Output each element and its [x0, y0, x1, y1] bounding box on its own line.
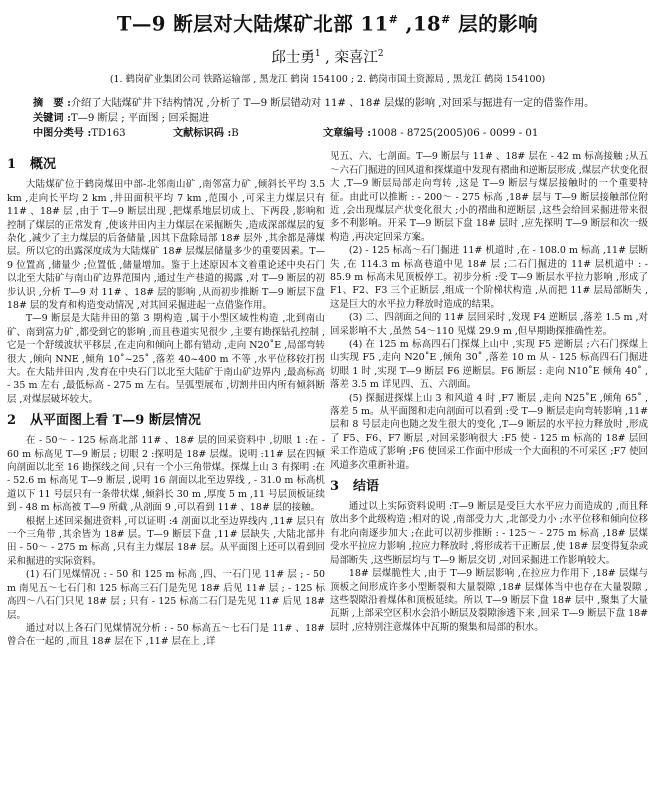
abstract-text: 介绍了大陆煤矿井下结构情况 ,分析了 T—9 断层错动对 11# 、18# 层煤的影响 ,对回采与掘进有一定的借鉴作用。	[70, 98, 595, 110]
section-heading: 1 概况	[7, 157, 57, 173]
abstract	[33, 96, 622, 111]
author-line: 邱士勇$^1$ , 栾喜江$^2$	[271, 48, 384, 66]
author-name: 邱士勇	[271, 49, 315, 66]
article-id: 1008 - 8725(2005)06 - 0099 - 01	[371, 128, 539, 140]
paragraph: 18# 层煤脆性大 ,由于 T—9 断层影响 ,在拉应力作用下 ,18# 层煤与顶板之间形成许多小型断裂和大量裂隙 ,18# 层煤体当中也存在大量裂隙 ,这些裂隙沿着煤体和顶板延续。所以 T—9 断层下盘 18# 层中 ,聚集了大量瓦斯 ,上部采空区积水会沿小断层及裂隙渗透下来 ,回采 T—9 断层下盘 18# 层时 ,应特别注意煤体中瓦斯的聚集和局部的积水。	[330, 568, 648, 633]
affiliation: (1. 鹤岗矿业集团公司 铁路运输部 , 黑龙江 鹤岗 154100 ; 2. 鹤岗市国土资源局 , 黑龙江 鹤岗 154100)	[109, 74, 546, 86]
clc-code: TD163	[91, 128, 126, 140]
paragraph: (5) 探掘进探煤上山 3 和风道 4 时 ,F7 断层 ,走向 N25˚E ,倾角 65˚ ,落差 5 m。从平面图和走向剖面可以看到 :受 T—9 断层走向弯转影响 ,11# 层和 8 号层走向也随之发生很大的变化 ,T—9 断层的水平拉力释放时 ,形成了 F5、F6、F7 断层 ,对回采影响很大 :F5 使 - 125 m 标高的 18# 层回采工作造成了影响 ;F6 使回采工作面中形成一个大面积的不可采区 ;F7 使回风道多次重新补道。	[330, 392, 648, 471]
keywords-row: 关键词 :T—9 断层 ; 平面图 ; 回采掘进	[33, 112, 210, 125]
doc-code: B	[231, 128, 239, 140]
body-columns	[7, 150, 648, 648]
paragraph: T—9 断层是大陆井田的第 3 期构造 ,属于小型区域性构造 ,北到南山矿、南到富力矿 ,都受到它的影响 ,而且巷道实见很少 ,主要有勘探钻孔控制 ,它是一个舒缓波状平移层 ,在走向和倾向上都有错动 ,走向 N20˚E ,局部弯转很大 ,倾向 NNE ,倾角 10˚~25˚ ,落差 40~400 m 不等 ,水平位移较打拐大。在大陆井田内 ,发育在中央石门以北至大陆矿于南山矿边界内 ,最高标高 - 35 m 左右 ,最低标高 - 275 m 左右。呈弧型展布 ,切割井田内所有倾斜断层 ,对煤层破坏较大。	[7, 313, 325, 405]
paper-page	[0, 7, 655, 787]
section-heading: 3 结语	[330, 479, 380, 495]
paragraph: 根据上述回采掘进资料 ,可以证明 :4 剖面以北至边界线内 ,11# 层只有一个三角带 ,其余皆为 18# 层。T—9 断层下盘 ,11# 层缺失 ,大陆北部井田 - 50～ - 275 m 标高 ,只有主力煤层 18# 层。从平面图上还可以看到回采和掘进的实际资料。	[7, 515, 325, 567]
paragraph: 通过对以上各石门见煤情况分析 : - 50 标高五～七石门是 11# 、18# 曾合在一起的 ,而且 18# 层在下 ,11# 层在上 ,详	[7, 622, 325, 648]
keywords: T—9 断层 ; 平面图 ; 回采掘进	[70, 113, 210, 125]
paragraph: (1) 石门见煤情况 : - 50 和 125 m 标高 ,四、一石门见 11# 层 ; - 50 m 南见五～七石门和 125 标高三石门是先见 18# 后见 11# 层 ; - 125 标高四～八石门只见 18# 层 ; 只有 - 125 标高二石门是先见 11# 后见 18# 层。	[7, 569, 325, 621]
left-column	[7, 150, 325, 648]
paragraph: (3) 二、四剖面之间的 11# 层回采时 ,发现 F4 逆断层 ,落差 1.5 m ,对回采影响不大 ,虽然 54～110 见煤 29.9 m ,但早期勘探推确性差。	[330, 312, 648, 337]
paragraph: 通过以上实际资料说明 :T—9 断层是受巨大水平应力而造成的 ,而且释放出多个此级构造 ;相对的说 ,南部受力大 ,北部受力小 ;水平位移和倾向位移有北向南逐步加大 ;在此可以初步推断 : - 125～ - 275 m 标高 ,18# 层煤受水平拉应力影响 ,拉应力释放时 ,将形成若干正断层 ,使 18# 层变得复杂或局部断失 ,这些断层均与 T—9 断层交切 ,对回采掘进工作影响较大。	[330, 501, 648, 566]
paragraph: (2) - 125 标高～石门掘进 11# 机道时 ,在 - 108.0 m 标高 ,11# 层断失 ,在 114.3 m 标高巷道中见 18# 层 ;二石门掘进的 11# 层机道中 : - 85.9 m 标高未见顶板停工。初步分析 :受 T—9 断层水平拉力影响 ,形成了 F1、F2、F3 三个正断层 ,组成一个阶梯状构造 ,从而把 11# 层局部断失 ,这是巨大的水平拉力释放时造成的结果。	[330, 245, 648, 310]
section-heading: 2 从平面图上看 T—9 断层情况	[7, 413, 201, 429]
paragraph: 见五、六、七剖面。T—9 断层与 11# 、18# 层在 - 42 m 标高接触 ;从五～六石门掘进的回风道和探煤道中发现有褶曲和逆断层形成 ,煤层产状变化很大 ,T—9 断层局部走向弯转 ,这是 T—9 断层与煤层接触时的一个重要特征。由此可以推断 : - 200～ - 275 标高 ,18# 层与 T—9 断层接触部位附近 ,会出现煤层产状变化很大 ;小的褶曲和逆断层 ,这些会给回采掘进带来很多不利影响。开采 T—9 断层下盘 18# 层时 ,应先探明 T—9 断层和次一级构造 ,再决定回采方案。	[330, 151, 648, 243]
author-name: 栾喜江	[334, 49, 378, 66]
paragraph: 大陆煤矿位于鹤岗煤田中部-北邻南山矿 ,南邻富力矿 ,倾斜长平均 3.5 km ,走向长平均 2 km ,井田面积平均 7 km ,范围小 ,可采主力煤层只有 11# 、18# 层 ,由于 T—9 断层出现 ,把煤系地层切成上、下两段 ,影响和控制了煤层的正常发育 ,使该井田内主力煤层在采掘断失 ,造成深部煤层的复杂化 ,减少了主力煤层的后备储量 ,因其下盘除局部 18# 层外 ,其余都是薄煤层。所以它的出露深度成为大陆煤矿 18# 层煤层储量多少的重要因素。T—9 位置高 ,储量少 ;位置低 ,储量增加。鉴于上述原因本文着重论述中央石门以北至大陆矿与南山矿边界范围内 ,通过生产巷道的揭露 ,对 T—9 断层的初步认识 ,分析 T—9 对 11# 、18# 层的影响 ,从而初步推断 T—9 断层下盘 18# 层的发育和构造变动情况 ,对其回采掘进起一点借鉴作用。	[7, 179, 325, 311]
paper-title: T—9 断层对大陆煤矿北部 11# ,18# 层的影响	[116, 12, 539, 36]
abstract-label: 摘 要 :	[33, 97, 71, 110]
classification-row: 中图分类号 :TD163 文献标识码 :B 文章编号 :1008 - 8725(2005)06 - 0099 - 01	[33, 127, 539, 140]
paragraph: 在 - 50～ - 125 标高北部 11# 、18# 层的回采资料中 ,切眼 1 :在 - 60 m 标高见 T—9 断层 ; 切眼 2 :探明是 18# 层煤。说明 :11# 层在四倾向剖面以北至 16 勘探线之间 ,只有一个小三角带煤。探煤上山 3 有探明 :在 - 52.6 m 标高见 T—9 断层 ,说明 16 剖面以北至边界线 , - 31.0 m 标高机道以下 11 号层只有一条带状煤 ,倾斜长 30 m ,厚度 5 m ,11 号层顶板证续到 - 48 m 标高被 T—9 所截 ,从剖面 9 ,可以看到 11# 、18# 层的接触。	[7, 435, 325, 514]
right-column	[330, 150, 648, 648]
paragraph: (4) 在 125 m 标高四石门探煤上山中 ,实现 F5 逆断层 ;六石门探煤上山实现 F5 ,走向 N20˚E ,倾角 30˚ ,落差 10 m 从 - 125 标高四石门掘进切眼 1 时 ,实现 T—9 断层 F6 逆断层。F6 断层 : 走向 N10˚E 倾角 40˚ ,落差 3.5 m 详见四、五、六剖面。	[330, 339, 648, 391]
